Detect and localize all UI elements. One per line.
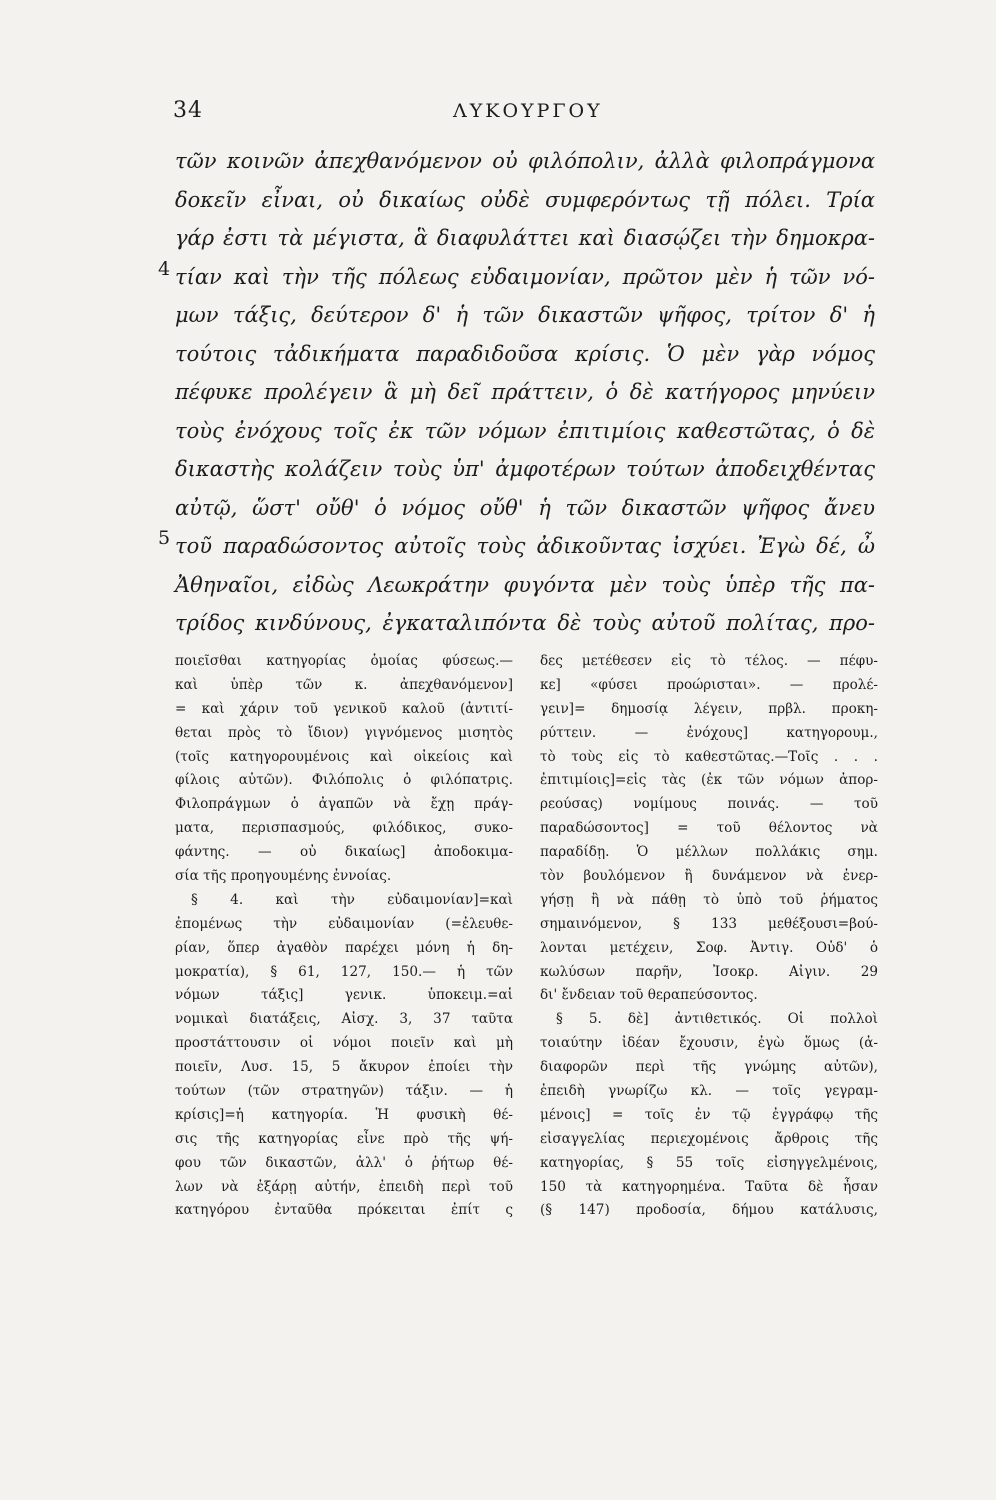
note-line: θεται πρὸς τὸ ἴδιον) γιγνόμενος μισητὸς — [175, 724, 513, 741]
note-line: ἐπειδὴ γνωρίζω κλ. — τοῖς γεγραμ- — [540, 1083, 878, 1100]
note-line: κρίσις]=ἡ κατηγορία. Ἡ φυσικὴ θέ- — [175, 1106, 513, 1123]
page-number: 34 — [173, 98, 203, 123]
note-line: διαφορῶν περὶ τῆς γνώμης αὐτῶν), — [540, 1059, 878, 1076]
note-line: ρύττειν. — ἐνόχους] κατηγορουμ., — [540, 724, 878, 741]
commentary-right-column — [540, 650, 878, 1223]
main-text-line: τῶν κοινῶν ἀπεχθανόμενον οὐ φιλόπολιν, ἀλλὰ φιλοπράγμονα — [175, 149, 875, 173]
note-line: φίλοις αὐτῶν). Φιλόπολις ὁ φιλόπατρις. — [175, 772, 513, 789]
note-line: 150 τὰ κατηγορημένα. Ταῦτα δὲ ἦσαν — [540, 1178, 878, 1195]
note-line: σημαινόμενον, § 133 μεθέξουσι=βού- — [540, 915, 878, 932]
note-line: τὸν βουλόμενον ἢ δυνάμενον νὰ ἐνερ- — [540, 868, 878, 885]
running-head: ΛΥΚΟΥΡΓΟΥ — [453, 100, 603, 122]
note-line: φου τῶν δικαστῶν, ἀλλ' ὁ ῥήτωρ θέ- — [175, 1154, 513, 1171]
note-line: λων νὰ ἐξάρῃ αὐτήν, ἐπειδὴ περὶ τοῦ — [175, 1178, 513, 1195]
section-number: 5 — [158, 527, 171, 549]
main-text-line: μων τάξις, δεύτερον δ' ἡ τῶν δικαστῶν ψῆφος, τρίτον δ' ἡ — [175, 303, 875, 327]
note-line: ἐπομένως τὴν εὐδαιμονίαν (=ἐλευθε- — [175, 915, 513, 932]
note-line: νόμων τάξις] γενικ. ὑποκειμ.=αἱ — [175, 987, 513, 1004]
main-text-line: δικαστὴς κολάζειν τοὺς ὑπ' ἀμφοτέρων τούτων ἀποδειχθέντας — [175, 457, 875, 481]
note-line: σία τῆς προηγουμένης ἐννοίας. — [175, 868, 392, 885]
note-line: προστάττουσιν οἱ νόμοι ποιεῖν καὶ μὴ — [175, 1035, 513, 1052]
main-text-line: τοὺς ἐνόχους τοῖς ἐκ τῶν νόμων ἐπιτιμίοις καθεστῶτας, ὁ δὲ — [175, 418, 875, 443]
note-line: Φιλοπράγμων ὁ ἀγαπῶν νὰ ἔχῃ πράγ- — [175, 796, 513, 813]
note-line: γήσῃ ἢ νὰ πάθῃ τὸ ὑπὸ τοῦ ῥήματος — [540, 891, 878, 908]
note-line: = καὶ χάριν τοῦ γενικοῦ καλοῦ (ἀντιτί- — [175, 700, 513, 717]
main-text-line: τούτοις τἀδικήματα παραδιδοῦσα κρίσις. Ὁ μὲν γὰρ νόμος — [175, 341, 875, 366]
note-line: λονται μετέχειν, Σοφ. Ἀντιγ. Οὐδ' ὁ — [540, 939, 878, 956]
note-line: ρίαν, ὅπερ ἀγαθὸν παρέχει μόνη ἡ δη- — [175, 939, 513, 956]
note-line: παραδίδῃ. Ὁ μέλλων πολλάκις σημ. — [540, 844, 878, 861]
note-line: δες μετέθεσεν εἰς τὸ τέλος. — πέφυ- — [540, 653, 878, 669]
main-text-line: αὐτῷ, ὥστ' οὔθ' ὁ νόμος οὔθ' ἡ τῶν δικαστῶν ψῆφος ἄνευ — [175, 495, 875, 520]
main-text-line: δοκεῖν εἶναι, οὐ δικαίως οὐδὲ συμφερόντως τῇ πόλει. Τρία — [175, 187, 875, 212]
main-text-line: τρίδος κινδύνους, ἐγκαταλιπόντα δὲ τοὺς αὐτοῦ πολίτας, προ- — [175, 611, 875, 635]
note-line: κωλύσων παρῆν, Ἰσοκρ. Αἰγιν. 29 — [540, 963, 878, 980]
note-line: εἰσαγγελίας περιεχομένοις ἄρθροις τῆς — [540, 1130, 878, 1147]
note-line: δι' ἔνδειαν τοῦ θεραπεύσοντος. — [540, 987, 758, 1004]
note-line: καὶ ὑπὲρ τῶν κ. ἀπεχθανόμενον] — [175, 676, 513, 693]
note-line: φάντης. — οὐ δικαίως] ἀποδοκιμα- — [175, 844, 513, 861]
note-line: (§ 147) προδοσία, δήμου κατάλυσις, — [540, 1202, 878, 1219]
commentary-left-column — [175, 650, 513, 1223]
page-header — [173, 98, 873, 132]
note-line: τὸ τοὺς εἰς τὸ καθεστῶτας.—Τοῖς . . . — [540, 748, 878, 765]
note-line: γειν]= δημοσίᾳ λέγειν, πρβλ. προκη- — [540, 700, 878, 717]
note-line: μοκρατία), § 61, 127, 150.— ἡ τῶν — [175, 963, 513, 980]
note-line: ρεούσας) νομίμους ποινάς. — τοῦ — [540, 796, 878, 813]
note-line: κατηγορίας, § 55 τοῖς εἰσηγγελμένοις, — [540, 1154, 878, 1171]
note-line: νομικαὶ διατάξεις, Αἰσχ. 3, 37 ταῦτα — [175, 1011, 513, 1028]
note-line: τούτων (τῶν στρατηγῶν) τάξιν. — ἡ — [175, 1083, 513, 1100]
note-line: ποιεῖσθαι κατηγορίας ὁμοίας φύσεως.— — [175, 653, 513, 669]
note-line: μένοις] = τοῖς ἐν τῷ ἐγγράφῳ τῆς — [540, 1106, 878, 1123]
section-number: 4 — [158, 257, 171, 280]
note-line: παραδώσοντος] = τοῦ θέλοντος νὰ — [540, 820, 878, 837]
note-line: § 4. καὶ τὴν εὐδαιμονίαν]=καὶ — [191, 891, 513, 908]
note-line: § 5. δὲ] ἀντιθετικός. Οἱ πολλοὶ — [556, 1011, 878, 1028]
main-text-line: γάρ ἐστι τὰ μέγιστα, ἃ διαφυλάττει καὶ διασῴζει τὴν δημοκρα- — [175, 226, 875, 250]
note-line: σις τῆς κατηγορίας εἶνε πρὸ τῆς ψή- — [175, 1130, 513, 1147]
note-line: ποιεῖν, Λυσ. 15, 5 ἄκυρον ἐποίει τὴν — [175, 1059, 513, 1076]
note-line: κατηγόρου ἐνταῦθα πρόκειται ἐπίτ ς — [175, 1202, 513, 1219]
note-line: ματα, περισπασμούς, φιλόδικος, συκο- — [175, 820, 513, 837]
main-text-line: τοῦ παραδώσοντος αὐτοῖς τοὺς ἀδικοῦντας ἰσχύει. Ἐγὼ δέ, ὦ — [175, 534, 875, 558]
main-text-line: πέφυκε προλέγειν ἃ μὴ δεῖ πράττειν, ὁ δὲ κατήγορος μηνύειν — [175, 380, 875, 404]
main-text — [158, 142, 875, 643]
note-line: ἐπιτιμίοις]=εἰς τὰς (ἐκ τῶν νόμων ἀπορ- — [540, 772, 878, 789]
main-text-line: τίαν καὶ τὴν τῆς πόλεως εὐδαιμονίαν, πρῶτον μὲν ἡ τῶν νό- — [175, 264, 875, 289]
note-line: (τοῖς κατηγορουμένοις καὶ οἰκείοις καὶ — [175, 748, 513, 765]
main-text-line: Ἀθηναῖοι, εἰδὼς Λεωκράτην φυγόντα μὲν τοὺς ὑπὲρ τῆς πα- — [175, 572, 875, 597]
note-line: κε] «φύσει προώρισται». — προλέ- — [540, 676, 878, 693]
note-line: τοιαύτην ἰδέαν ἔχουσιν, ἐγὼ ὅμως (ἀ- — [540, 1035, 878, 1052]
